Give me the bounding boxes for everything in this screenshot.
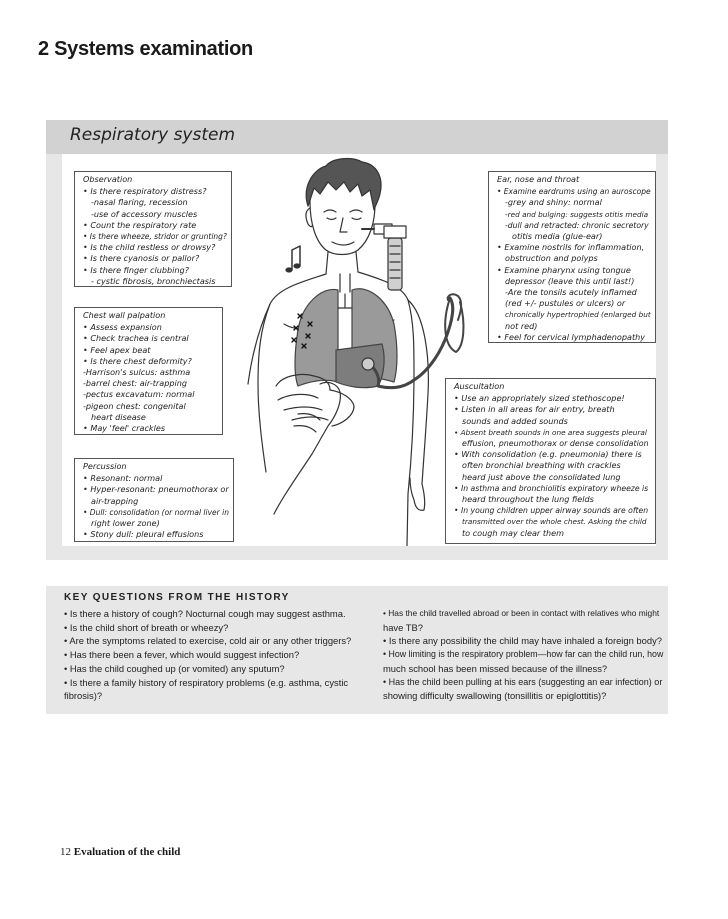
- question-line: • Has there been a fever, which would suggest infection?: [64, 649, 300, 661]
- question-line: • Is the child short of breath or wheezy?: [64, 621, 229, 633]
- key-questions-right: [383, 607, 665, 703]
- observation-box: [74, 171, 232, 287]
- observation-line: - cystic fibrosis, bronchiectasis: [91, 275, 216, 286]
- chest-line: -Harrison's sulcus: asthma: [83, 367, 191, 378]
- key-questions-title: KEY QUESTIONS FROM THE HISTORY: [64, 592, 290, 603]
- chest-palpation-box: [74, 307, 223, 435]
- ent-line: obstruction and polyps: [505, 253, 598, 264]
- page-footer: [60, 846, 180, 858]
- chest-line: heart disease: [91, 411, 146, 422]
- question-line: • Are the symptoms related to exercise, cold air or any other triggers?: [64, 635, 352, 647]
- ent-line: -dull and retracted: chronic secretory: [505, 220, 649, 230]
- footer-title: Evaluation of the child: [73, 846, 181, 858]
- question-line: fibrosis)?: [64, 690, 103, 702]
- auscultation-line: heard just above the consolidated lung: [462, 471, 621, 482]
- chest-line: • May 'feel' crackles: [83, 423, 166, 434]
- question-line: much school has been missed because of the illness?: [383, 662, 608, 674]
- auscultation-line: sounds and added sounds: [462, 415, 568, 426]
- panel-title: Respiratory system: [70, 125, 236, 145]
- ent-line: • Feel for cervical lymphadenopathy: [497, 331, 646, 342]
- auscultation-line: often bronchial breathing with crackles: [462, 460, 621, 471]
- observation-line: • Is there cyanosis or pallor?: [83, 253, 200, 264]
- observation-line: -use of accessory muscles: [91, 208, 198, 219]
- chest-line: • Check trachea is central: [83, 333, 189, 344]
- ent-line: depressor (leave this until last!): [505, 275, 635, 286]
- ent-line: -red and bulging: suggests otitis media: [505, 209, 649, 219]
- auscultation-line: effusion, pneumothorax or dense consolidation: [462, 439, 649, 449]
- percussion-heading: Percussion: [83, 461, 127, 471]
- percussion-line: • Stony dull: pleural effusions: [83, 529, 204, 540]
- percussion-line: • Hyper-resonant: pneumothorax or: [83, 484, 229, 495]
- auscultation-line: • In young children upper airway sounds are often: [454, 506, 649, 516]
- observation-line: • Is there respiratory distress?: [83, 186, 207, 197]
- ent-line: -grey and shiny: normal: [505, 197, 602, 208]
- chest-heading: Chest wall palpation: [83, 310, 166, 320]
- chest-line: • Is there chest deformity?: [83, 355, 192, 366]
- ent-line: not red): [505, 320, 538, 331]
- auscultation-line: transmitted over the whole chest. Asking the child: [462, 517, 647, 527]
- observation-heading: Observation: [83, 174, 133, 184]
- question-line: • Has the child travelled abroad or been in contact with relatives who might: [383, 608, 660, 618]
- auscultation-line: • With consolidation (e.g. pneumonia) there is: [454, 449, 642, 460]
- page-number: 12: [60, 846, 71, 858]
- auscultation-line: • Absent breath sounds in one area suggests pleural: [454, 427, 647, 437]
- question-line: • Has the child coughed up (or vomited) any sputum?: [64, 662, 285, 674]
- chest-line: -barrel chest: air-trapping: [83, 378, 187, 389]
- question-line: • Is there any possibility the child may have inhaled a foreign body?: [383, 635, 662, 647]
- question-line: • Is there a family history of respiratory problems (e.g. asthma, cystic: [64, 676, 349, 688]
- chapter-title: 2 Systems examination: [38, 38, 253, 60]
- observation-line: • Is there wheeze, stridor or grunting?: [83, 232, 227, 242]
- percussion-box: [74, 458, 234, 542]
- ent-heading: Ear, nose and throat: [497, 174, 580, 184]
- percussion-line: right lower zone): [91, 518, 160, 529]
- observation-line: • Is there finger clubbing?: [83, 264, 189, 275]
- chest-line: -pigeon chest: congenital: [83, 400, 186, 411]
- auscultation-line: • Use an appropriately sized stethoscope!: [454, 393, 625, 404]
- percussion-line: air-trapping: [91, 495, 139, 506]
- question-line: • How limiting is the respiratory problem—how far can the child run, how: [383, 649, 664, 660]
- auscultation-line: to cough may clear them: [462, 527, 564, 538]
- ent-line: • Examine pharynx using tongue: [497, 264, 631, 275]
- ent-line: -Are the tonsils acutely inflamed: [505, 287, 637, 298]
- question-line: have TB?: [383, 621, 423, 633]
- ent-line: chronically hypertrophied (enlarged but: [505, 310, 651, 320]
- key-questions-left: [64, 607, 358, 703]
- observation-line: • Is the child restless or drowsy?: [83, 242, 216, 253]
- chest-line: • Feel apex beat: [83, 344, 151, 355]
- question-line: • Has the child been pulling at his ears (suggesting an ear infection) or: [383, 676, 663, 687]
- observation-line: • Count the respiratory rate: [83, 219, 197, 230]
- ent-line: otitis media (glue-ear): [512, 231, 603, 242]
- chest-line: • Assess expansion: [83, 322, 162, 333]
- percussion-line: • Resonant: normal: [83, 473, 163, 484]
- auscultation-heading: Auscultation: [454, 381, 505, 391]
- ent-line: • Examine nostrils for inflammation,: [497, 242, 645, 253]
- question-line: showing difficulty swallowing (tonsillitis or epiglottitis)?: [383, 690, 607, 702]
- ent-box: [488, 171, 656, 343]
- auscultation-box: [445, 378, 656, 544]
- ent-line: (red +/- pustules or ulcers) or: [505, 298, 626, 309]
- ent-line: • Examine eardrums using an auroscope: [497, 187, 651, 197]
- percussion-line: • Dull: consolidation (or normal liver in: [83, 507, 229, 517]
- question-line: • Is there a history of cough? Nocturnal cough may suggest asthma.: [64, 608, 346, 619]
- auscultation-line: • Listen in all areas for air entry, breath: [454, 404, 615, 415]
- chest-line: -pectus excavatum: normal: [83, 389, 195, 400]
- auscultation-line: • In asthma and bronchiolitis expiratory wheeze is: [454, 483, 649, 493]
- auscultation-line: heard throughout the lung fields: [462, 494, 594, 505]
- observation-line: -nasal flaring, recession: [91, 197, 188, 208]
